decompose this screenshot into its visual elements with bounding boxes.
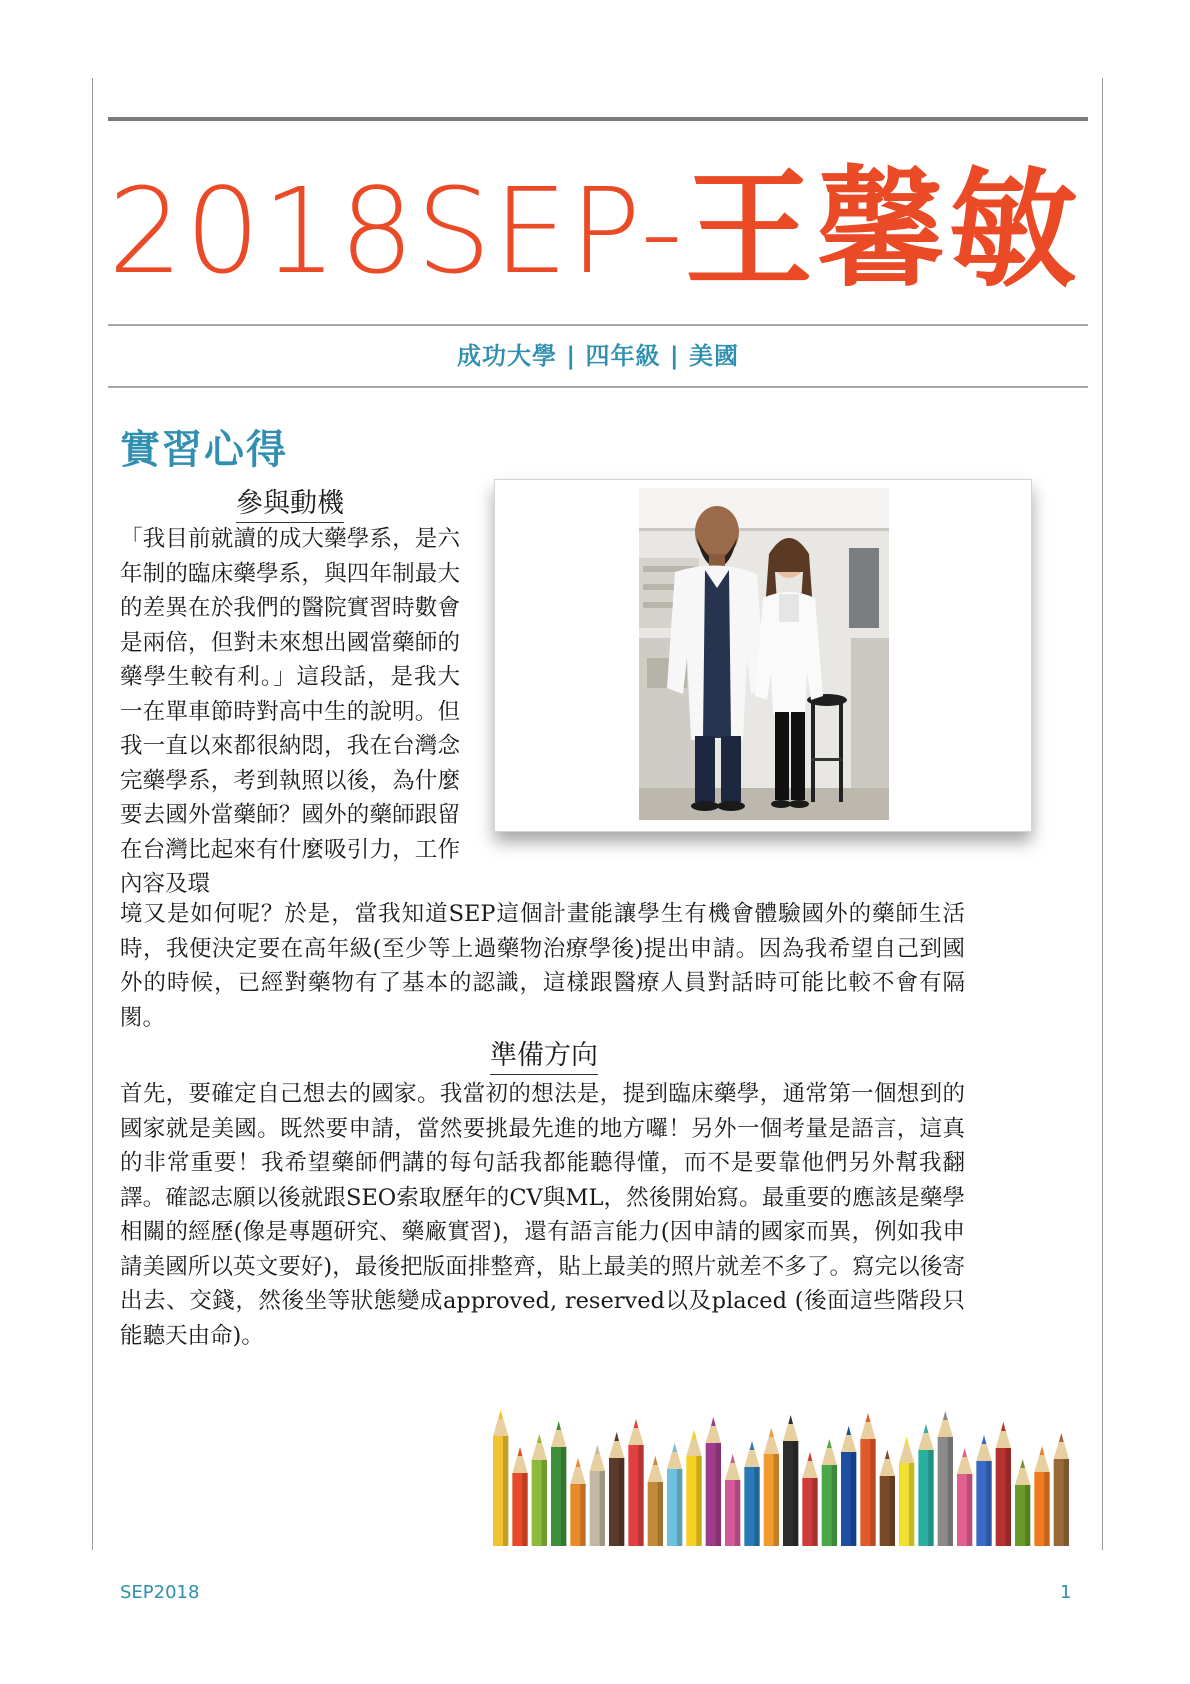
pencil — [764, 1428, 779, 1546]
title-code: 2018SEP- — [108, 162, 685, 300]
title-name: 王馨敏 — [684, 156, 1081, 305]
page-title — [108, 146, 1098, 316]
pencil — [841, 1426, 856, 1546]
left-margin-line — [92, 78, 93, 1550]
section-heading: 實習心得 — [120, 426, 288, 473]
header-top-rule — [108, 117, 1088, 121]
right-margin-line — [1102, 78, 1103, 1550]
colored-pencils-image — [491, 1400, 1071, 1546]
subsection-title-preparation: 準備方向 — [490, 1040, 598, 1075]
page-number: 1 — [1060, 1582, 1072, 1603]
pencil — [551, 1421, 566, 1546]
pencil — [570, 1458, 585, 1546]
photo-frame — [494, 479, 1032, 832]
pencil — [783, 1415, 798, 1546]
footer-label: SEP2018 — [120, 1582, 200, 1603]
pencil — [706, 1417, 721, 1546]
pencil — [667, 1443, 682, 1546]
pencil — [744, 1441, 759, 1546]
pencil — [802, 1452, 817, 1546]
pencil — [628, 1419, 643, 1546]
pencil — [976, 1435, 991, 1546]
header-rule-lower — [108, 386, 1088, 388]
pencil — [996, 1422, 1011, 1546]
pencil — [957, 1448, 972, 1546]
preparation-paragraph: 首先，要確定自己想去的國家。我當初的想法是，提到臨床藥學，通常第一個想到的國家就是美國。既然要申請，當然要挑最先進的地方囉！另外一個考量是語言，這真的非常重要！我希望藥師們講的每句話我都能聽得懂，而不是要靠他們另外幫我翻譯。確認志願以後就跟SEO索取歷年的CV與ML，然後開始寫。最重要的應該是藥學相關的經歷(像是專題研究、藥廠實習)，還有語言能力(因申請的國家而異，例如我申請美國所以英文要好)，最後把版面排整齊，貼上最美的照片就差不多了。寫完以後寄出去、交錢，然後坐等狀態變成approved, reserved以及placed (後面這些階段只能聽天由命)。 — [120, 1081, 965, 1349]
page-subtitle: 成功大學 | 四年級 | 美國 — [457, 342, 739, 370]
pencil — [532, 1434, 547, 1546]
pencil — [590, 1445, 605, 1546]
header-rule-upper — [108, 324, 1088, 326]
pencil — [1034, 1446, 1049, 1546]
pencil — [938, 1411, 953, 1546]
pencil — [1054, 1433, 1069, 1546]
pencil — [822, 1439, 837, 1546]
motivation-paragraph-continued: 境又是如何呢？於是，當我知道SEP這個計畫能讓學生有機會體驗國外的藥師生活時，我便決定要在高年級(至少等上過藥物治療學後)提出申請。因為我希望自己到國外的時候，已經對藥物有了基本的認識，這樣跟醫療人員對話時可能比較不會有隔閡。 — [120, 901, 965, 1031]
pharmacists-photo — [639, 488, 889, 820]
pencil — [918, 1424, 933, 1546]
pencil — [609, 1432, 624, 1546]
pencil — [860, 1413, 875, 1546]
pencil — [493, 1410, 508, 1546]
pencil — [725, 1454, 740, 1546]
subsection-title-motivation: 參與動機 — [236, 488, 344, 523]
pencil — [1015, 1459, 1030, 1546]
photo-illustration — [639, 488, 889, 820]
pencil — [899, 1437, 914, 1546]
pencil — [512, 1447, 527, 1546]
pencil — [880, 1450, 895, 1546]
pencil — [686, 1430, 701, 1546]
pencil — [648, 1456, 663, 1546]
motivation-paragraph-wrapped: 「我目前就讀的成大藥學系，是六年制的臨床藥學系，與四年制最大的差異在於我們的醫院實習時數會是兩倍，但對未來想出國當藥師的藥學生較有利。」這段話，是我大一在單車節時對高中生的說明。但我一直以來都很納悶，我在台灣念完藥學系，考到執照以後，為什麼要去國外當藥師？國外的藥師跟留在台灣比起來有什麼吸引力，工作內容及環 — [120, 526, 460, 897]
